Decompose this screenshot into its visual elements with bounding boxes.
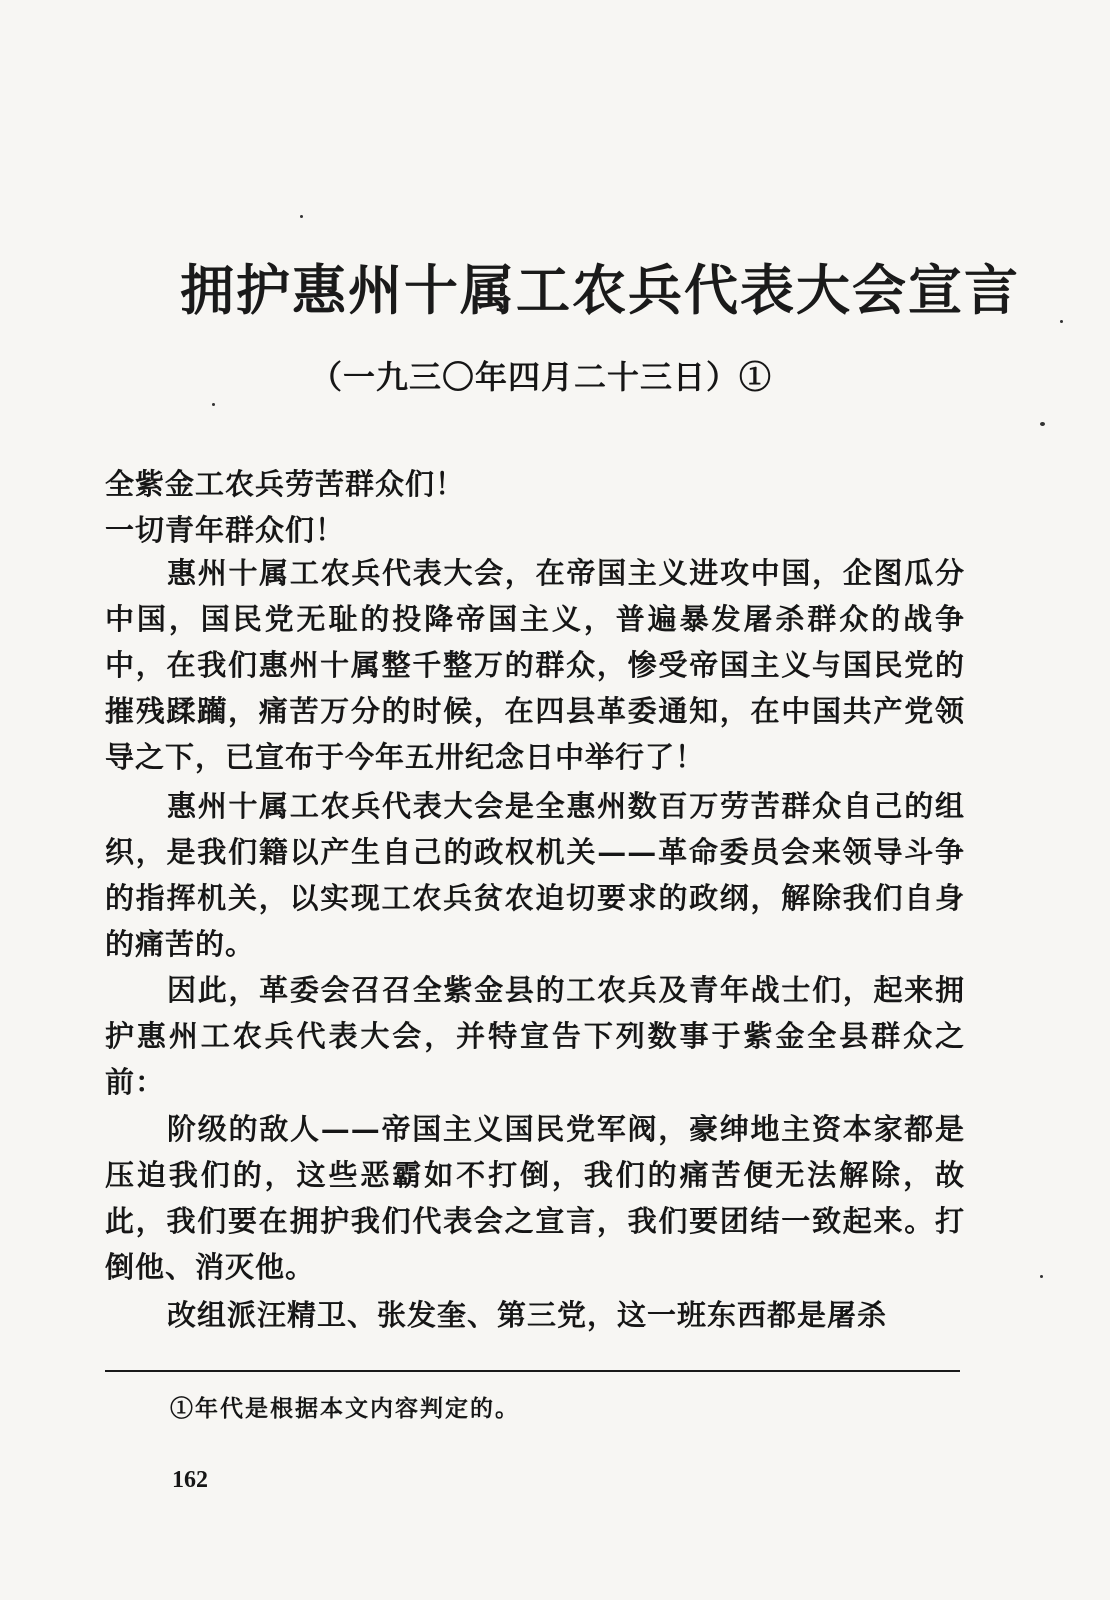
document-date: （一九三〇年四月二十三日）① — [310, 358, 773, 396]
body-paragraph-2: 惠州十属工农兵代表大会是全惠州数百万劳苦群众自己的组织，是我们籍以产生自己的政权机关——革命委员会来领导斗争的指挥机关，以实现工农兵贫农迫切要求的政纲，解除我们自身的痛苦的。 — [105, 789, 965, 961]
document-title: 拥护惠州十属工农兵代表大会宣言 — [180, 258, 1020, 322]
scan-speck — [300, 215, 303, 218]
footnote: ①年代是根据本文内容判定的。 — [170, 1395, 520, 1422]
salutation-1: 全紫金工农兵劳苦群众们！ — [105, 467, 466, 501]
scan-speck — [212, 403, 215, 406]
footnote-divider — [105, 1370, 960, 1372]
scan-speck — [1040, 422, 1045, 426]
page-number: 162 — [172, 1467, 208, 1493]
scan-speck — [1040, 1275, 1043, 1278]
scan-speck — [1060, 320, 1063, 323]
salutation-2: 一切青年群众们！ — [105, 513, 346, 547]
body-paragraph-3: 因此，革委会召召全紫金县的工农兵及青年战士们，起来拥护惠州工农兵代表大会，并特宣告下列数事于紫金全县群众之前： — [105, 973, 965, 1099]
body-paragraph-1: 惠州十属工农兵代表大会，在帝国主义进攻中国，企图瓜分中国，国民党无耻的投降帝国主义，普遍暴发屠杀群众的战争中，在我们惠州十属整千整万的群众，惨受帝国主义与国民党的摧残蹂躏，痛苦万分的时候，在四县革委通知，在中国共产党领导之下，已宣布于今年五卅纪念日中举行了！ — [105, 556, 965, 774]
body-paragraph-5: 改组派汪精卫、张发奎、第三党，这一班东西都是屠杀 — [167, 1298, 888, 1332]
body-paragraph-4: 阶级的敌人——帝国主义国民党军阀，豪绅地主资本家都是压迫我们的，这些恶霸如不打倒，我们的痛苦便无法解除，故此，我们要在拥护我们代表会之宣言，我们要团结一致起来。打倒他、消灭他。 — [105, 1112, 965, 1284]
